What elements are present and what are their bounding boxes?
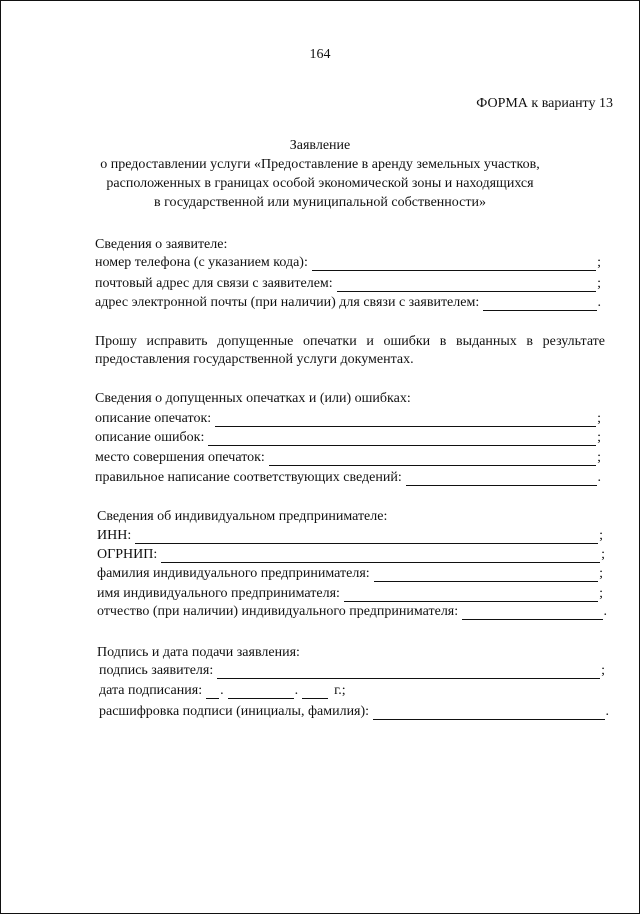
email-label: адрес электронной почты (при наличии) для связи с заявителем: — [95, 295, 480, 310]
signature-decoding-field[interactable]: расшифровка подписи (инициалы, фамилия): . — [99, 704, 609, 719]
postal-address-label: почтовый адрес для связи с заявителем: — [95, 276, 333, 291]
patronymic-label: отчество (при наличии) индивидуального предпринимателя: — [97, 604, 459, 619]
typos-blank[interactable] — [215, 413, 596, 427]
mistakes-field[interactable]: описание ошибок: ; — [95, 430, 601, 445]
page-number: 164 — [309, 47, 331, 62]
inn-label: ИНН: — [97, 528, 132, 543]
correct-spelling-field[interactable]: правильное написание соответствующих сведений: . — [95, 470, 601, 485]
entrepreneur-heading: Сведения об индивидуальном предпринимателе: — [97, 509, 388, 524]
year-suffix: г.; — [334, 683, 346, 698]
applicant-signature-label: подпись заявителя: — [99, 663, 214, 678]
patronymic-blank[interactable] — [462, 606, 602, 620]
place-label: место совершения опечаток: — [95, 450, 265, 465]
first-name-label: имя индивидуального предпринимателя: — [97, 586, 340, 601]
phone-label: номер телефона (с указанием кода): — [95, 255, 308, 270]
ogrnip-field[interactable]: ОГРНИП: ; — [97, 547, 605, 562]
phone-field[interactable]: номер телефона (с указанием кода): ; — [95, 255, 601, 270]
patronymic-field[interactable]: отчество (при наличии) индивидуального предпринимателя: . — [97, 604, 607, 619]
signing-date-field[interactable]: дата подписания: . . г.; — [99, 683, 346, 698]
inn-blank[interactable] — [135, 530, 598, 544]
phone-blank[interactable] — [312, 257, 596, 271]
applicant-heading: Сведения о заявителе: — [95, 237, 228, 252]
request-line-2: предоставления государственной услуги документах. — [95, 352, 414, 367]
title-line-3: расположенных в границах особой экономической зоны и находящихся — [106, 176, 534, 191]
surname-blank[interactable] — [374, 568, 598, 582]
date-year-blank[interactable] — [302, 685, 328, 699]
date-month-blank[interactable] — [228, 685, 294, 699]
correct-spelling-blank[interactable] — [406, 472, 597, 486]
applicant-signature-field[interactable]: подпись заявителя: ; — [99, 663, 605, 678]
postal-address-field[interactable]: почтовый адрес для связи с заявителем: ; — [95, 276, 601, 291]
ogrnip-label: ОГРНИП: — [97, 547, 158, 562]
signature-decoding-label: расшифровка подписи (инициалы, фамилия): — [99, 704, 370, 719]
mistakes-label: описание ошибок: — [95, 430, 205, 445]
email-blank[interactable] — [483, 297, 596, 311]
surname-field[interactable]: фамилия индивидуального предпринимателя: ; — [97, 566, 603, 581]
mistakes-blank[interactable] — [208, 432, 596, 446]
ogrnip-blank[interactable] — [161, 549, 600, 563]
signature-decoding-blank[interactable] — [373, 706, 604, 720]
first-name-blank[interactable] — [344, 588, 598, 602]
signing-date-label: дата подписания: — [99, 683, 203, 698]
signature-heading: Подпись и дата подачи заявления: — [97, 645, 300, 660]
request-line-1: Прошу исправить допущенные опечатки и ошибки в выданных в результате — [95, 334, 605, 349]
correct-spelling-label: правильное написание соответствующих сведений: — [95, 470, 402, 485]
form-reference: ФОРМА к варианту 13 — [476, 96, 613, 111]
typos-field[interactable]: описание опечаток: ; — [95, 411, 601, 426]
place-field[interactable]: место совершения опечаток: ; — [95, 450, 601, 465]
applicant-signature-blank[interactable] — [217, 665, 600, 679]
postal-address-blank[interactable] — [337, 278, 596, 292]
document-title: Заявление — [289, 138, 351, 153]
inn-field[interactable]: ИНН: ; — [97, 528, 603, 543]
surname-label: фамилия индивидуального предпринимателя: — [97, 566, 370, 581]
title-line-4: в государственной или муниципальной собственности» — [154, 195, 486, 210]
title-line-2: о предоставлении услуги «Предоставление в аренду земельных участков, — [100, 157, 540, 172]
errors-heading: Сведения о допущенных опечатках и (или) ошибках: — [95, 391, 411, 406]
first-name-field[interactable]: имя индивидуального предпринимателя: ; — [97, 586, 603, 601]
email-field[interactable]: адрес электронной почты (при наличии) для связи с заявителем: . — [95, 295, 601, 310]
place-blank[interactable] — [269, 452, 596, 466]
typos-label: описание опечаток: — [95, 411, 212, 426]
date-day-blank[interactable] — [206, 685, 219, 699]
